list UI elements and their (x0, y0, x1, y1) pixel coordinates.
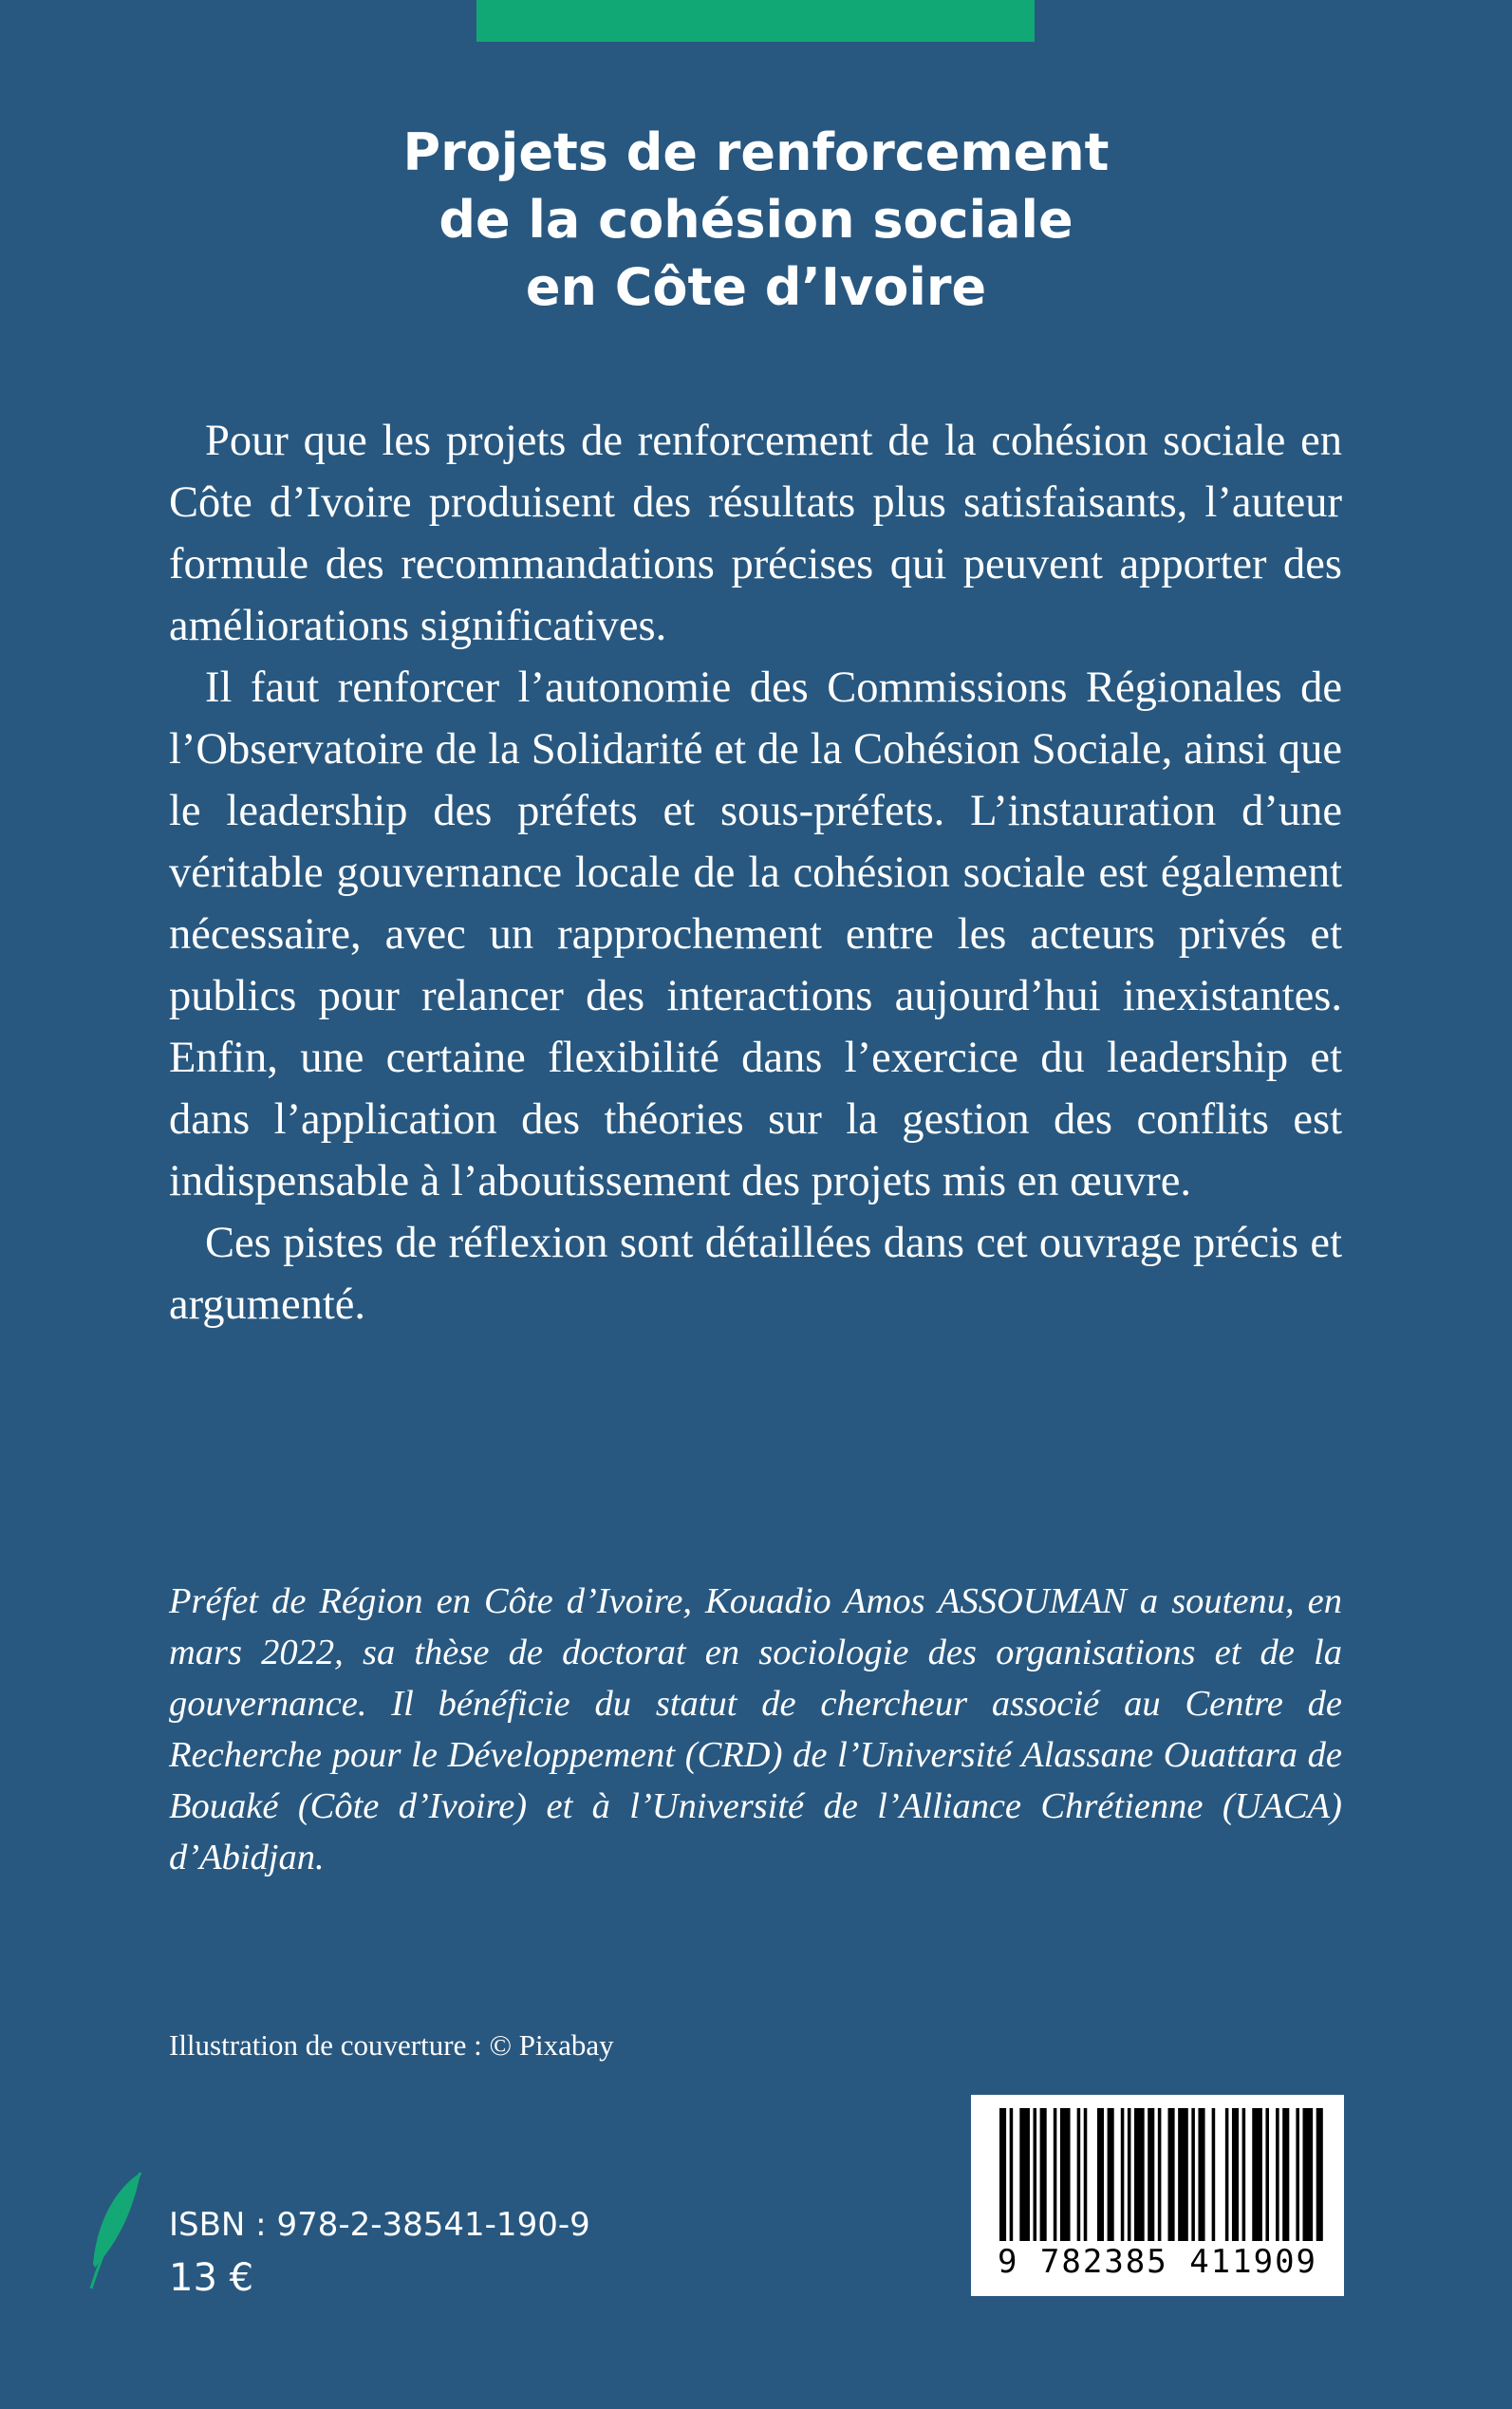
author-bio (169, 1576, 1342, 1883)
illustration-credit: Illustration de couverture : © Pixabay (169, 2028, 614, 2062)
price: 13 € (169, 2256, 254, 2300)
title-line-2: de la cohésion sociale (439, 190, 1073, 250)
author-bio-text: Préfet de Région en Côte d’Ivoire, Kouadio Amos ASSOUMAN a soutenu, en mars 2022, sa thèse de doctorat en sociologie des organisations et de la gouvernance. Il bénéficie du statut de chercheur associé au Centre de Recherche pour le Développement (CRD) de l’Université Alassane Ouattara de Bouaké (Côte d’Ivoire) et à l’Université de l’Alliance Chrétienne (UACA) d’Abidjan. (169, 1581, 1342, 1877)
top-accent-band (476, 0, 1035, 42)
feather-leaf-icon (85, 2169, 152, 2292)
blurb-paragraph-2: Il faut renforcer l’autonomie des Commissions Régionales de l’Observatoire de la Solidarité et de la Cohésion Sociale, ainsi que le leadership des préfets et sous-préfets. L’instauration d’une véritable gouvernance locale de la cohésion sociale est également nécessaire, avec un rapprochement entre les acteurs privés et publics pour relancer des interactions aujourd’hui inexistantes. Enfin, une certaine flexibilité dans l’exercice du leadership et dans l’application des théories sur la gestion des conflits est indispensable à l’aboutissement des projets mis en œuvre. (169, 663, 1342, 1205)
title-line-3: en Côte d’Ivoire (525, 257, 987, 317)
isbn-number: ISBN : 978-2-38541-190-9 (169, 2206, 590, 2244)
blurb-paragraph-3: Ces pistes de réflexion sont détaillées dans cet ouvrage précis et argumenté. (169, 1219, 1342, 1329)
book-blurb (169, 410, 1342, 1335)
barcode (971, 2095, 1344, 2296)
blurb-paragraph-1: Pour que les projets de renforcement de la cohésion sociale en Côte d’Ivoire produisent des résultats plus satisfaisants, l’auteur formule des recommandations précises qui peuvent apporter des améliorations significatives. (169, 417, 1342, 650)
title-line-1: Projets de renforcement (402, 122, 1110, 182)
barcode-digits: 9 782385 411909 (997, 2243, 1318, 2281)
back-cover-title (0, 119, 1512, 321)
